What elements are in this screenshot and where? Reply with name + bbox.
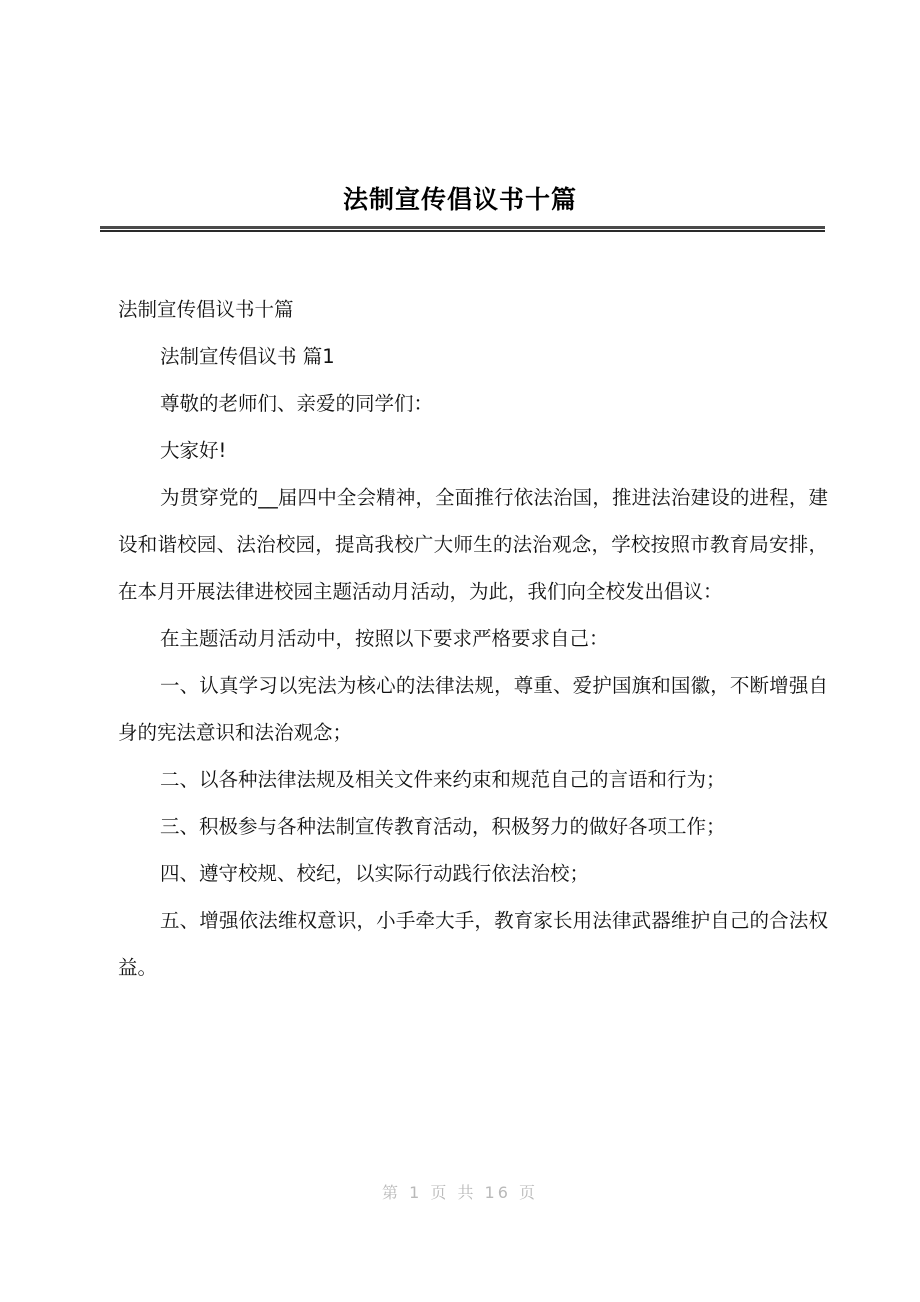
body-paragraph: 为贯穿党的__届四中全会精神，全面推行依法治国，推进法治建设的进程，建设和谐校园、法治校园，提高我校广大师生的法治观念，学校按照市教育局安排，在本月开展法律进校园主题活动月活动，为此，我们向全校发出倡议：: [118, 486, 828, 603]
body-paragraph: 法制宣传倡议书 篇1: [160, 345, 335, 368]
body-paragraph: 在主题活动月活动中，按照以下要求严格要求自己：: [160, 627, 609, 650]
page-footer: 第 1 页 共 16 页: [382, 1183, 538, 1202]
body-paragraph: 四、遵守校规、校纪，以实际行动践行依法治校；: [160, 862, 590, 885]
title-divider: [100, 226, 825, 232]
document-body: [118, 286, 828, 991]
body-paragraph: 三、积极参与各种法制宣传教育活动，积极努力的做好各项工作；: [160, 815, 726, 838]
body-paragraph: 大家好!: [160, 439, 227, 462]
body-paragraph: 一、认真学习以宪法为核心的法律法规，尊重、爱护国旗和国徽，不断增强自身的宪法意识和法治观念；: [118, 674, 828, 744]
body-paragraph: 尊敬的老师们、亲爱的同学们：: [160, 392, 434, 415]
divider-lower-rule: [100, 230, 825, 232]
body-paragraph: 五、增强依法维权意识，小手牵大手，教育家长用法律武器维护自己的合法权益。: [118, 909, 828, 979]
page-title: 法制宣传倡议书十篇: [342, 187, 577, 214]
body-paragraph: 二、以各种法律法规及相关文件来约束和规范自己的言语和行为；: [160, 768, 726, 791]
body-paragraph: 法制宣传倡议书十篇: [118, 298, 294, 321]
